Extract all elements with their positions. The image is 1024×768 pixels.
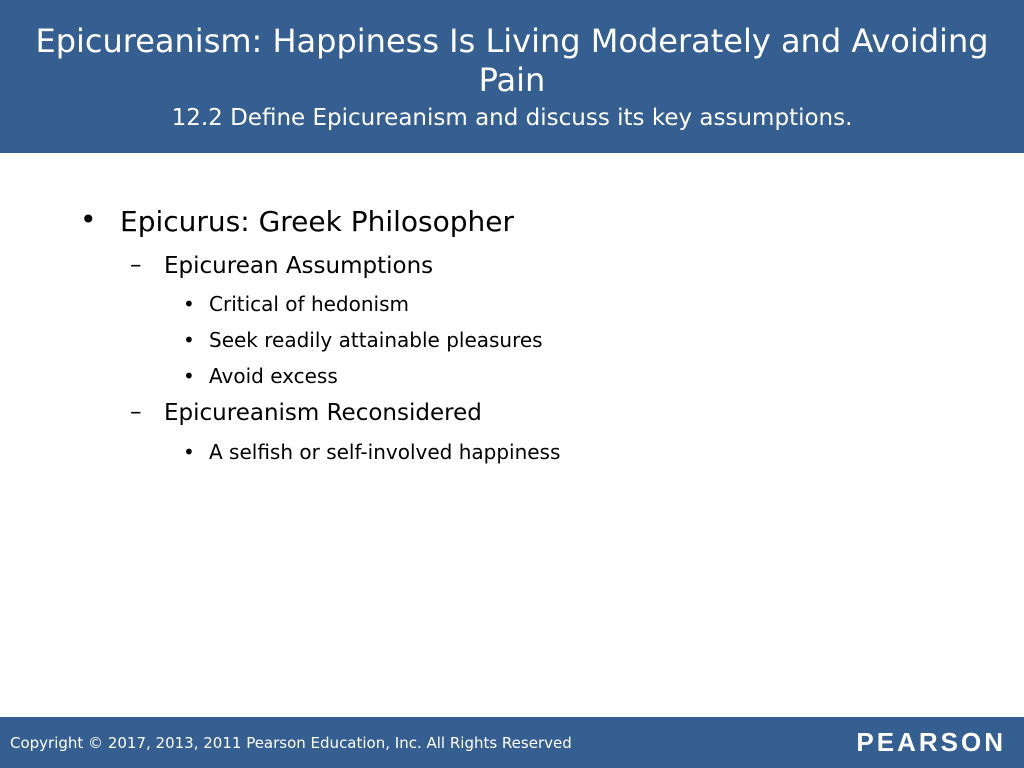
- dash-marker: –: [130, 399, 142, 425]
- bullet-text: A selfish or self-involved happiness: [209, 440, 561, 464]
- copyright-text: Copyright © 2017, 2013, 2011 Pearson Education, Inc. All Rights Reserved: [10, 734, 572, 752]
- bullet-marker: •: [80, 203, 97, 236]
- slide-title: Epicureanism: Happiness Is Living Moderately and Avoiding Pain: [35, 22, 989, 99]
- bullet-text: Epicureanism Reconsidered: [164, 400, 482, 426]
- bullet-text: Critical of hedonism: [209, 292, 409, 316]
- bullet-text: Epicurean Assumptions: [164, 253, 434, 279]
- bullet-text: Seek readily attainable pleasures: [209, 328, 543, 352]
- slide-footer: [0, 717, 1024, 768]
- bullet-text: Avoid excess: [209, 364, 338, 388]
- dash-marker: –: [130, 252, 142, 278]
- slide-header: [0, 0, 1024, 153]
- pearson-logo: PEARSON: [856, 727, 1006, 757]
- bullet-text: Epicurus: Greek Philosopher: [120, 205, 515, 238]
- bullet-marker: •: [183, 440, 195, 464]
- bullet-marker: •: [183, 328, 195, 352]
- bullet-marker: •: [183, 364, 195, 388]
- bullet-marker: •: [183, 292, 195, 316]
- slide-subtitle: 12.2 Define Epicureanism and discuss its key assumptions.: [171, 105, 853, 131]
